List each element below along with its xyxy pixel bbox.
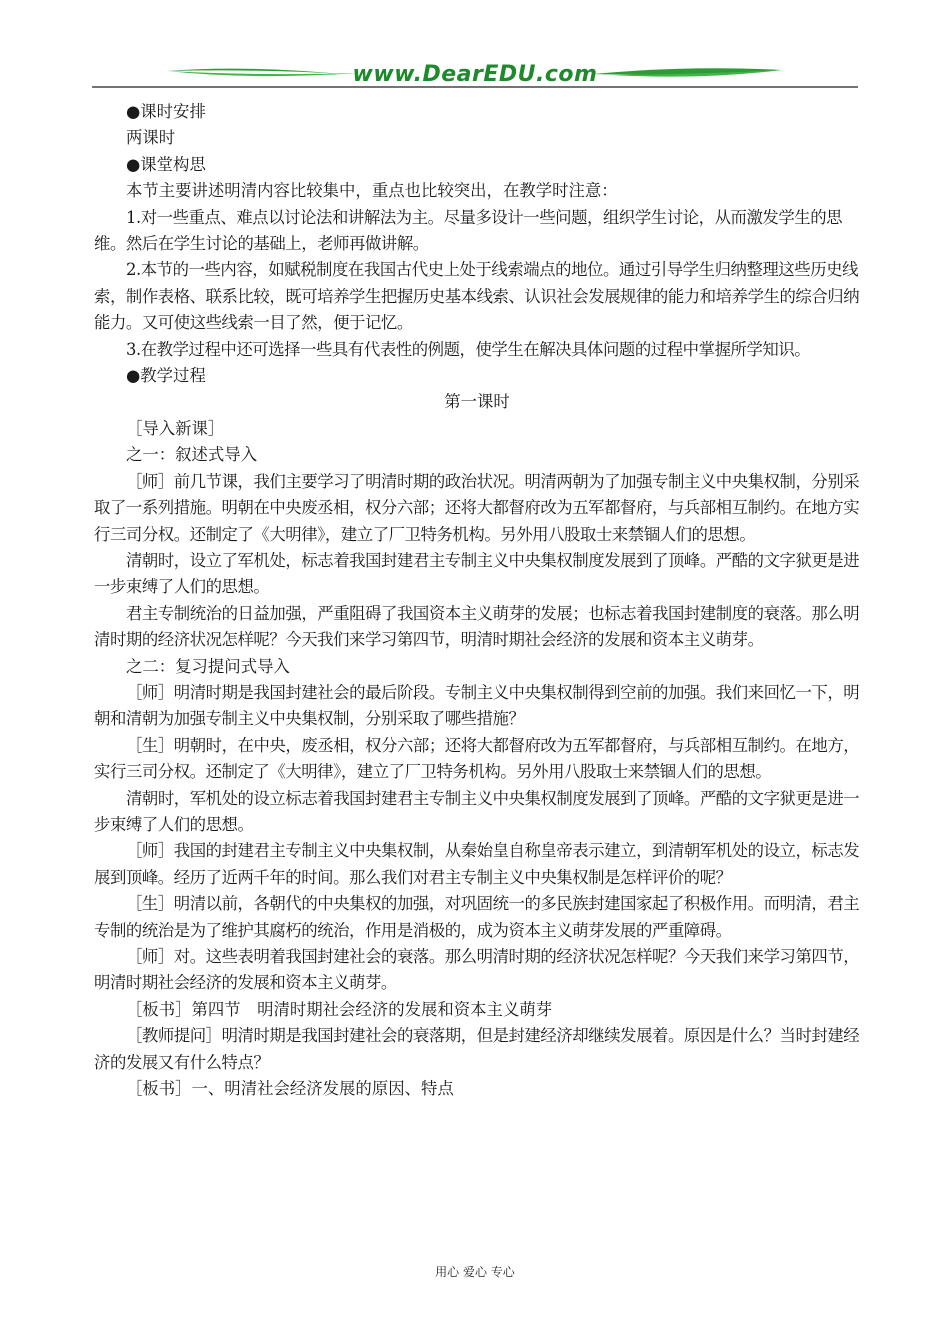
paragraph: ［师］明清时期是我国封建社会的最后阶段。专制主义中央集权制得到空前的加强。我们来回忆一下，明朝和清朝为加强专制主义中央集权制，分别采取了哪些措施？ — [94, 682, 860, 729]
paragraph: 2.本节的一些内容，如赋税制度在我国古代史上处于线索端点的地位。通过引导学生归纳整理这些历史线索，制作表格、联系比较，既可培养学生把握历史基本线索、认识社会发展规律的能力和培养学生的综合归纳能力。又可使这些线索一目了然，便于记忆。 — [94, 260, 860, 333]
site-logo[interactable]: www.DearEDU.com — [352, 62, 598, 87]
page-header — [92, 56, 858, 96]
paragraph: ［生］明朝时，在中央，废丞相，权分六部；还将大都督府改为五军都督府，与兵部相互制约。在地方，实行三司分权。还制定了《大明律》，建立了厂卫特务机构。另外用八股取士来禁锢人们的思想。 — [94, 735, 860, 782]
document-body — [94, 99, 860, 1102]
paragraph: 本节主要讲述明清内容比较集中，重点也比较突出，在教学时注意： — [125, 181, 618, 201]
paragraph: ［师］对。这些表明着我国封建社会的衰落。那么明清时期的经济状况怎样呢？今天我们来学习第四节，明清时期社会经济的发展和资本主义萌芽。 — [94, 947, 860, 993]
heading-schedule: ●课时安排 — [125, 102, 206, 121]
paragraph: ［板书］第四节 明清时期社会经济的发展和资本主义萌芽 — [125, 999, 553, 1019]
subheading: 之二：复习提问式导入 — [125, 656, 290, 676]
subheading: ［导入新课］ — [125, 418, 225, 438]
heading-design: ●课堂构思 — [125, 154, 206, 174]
paragraph: 两课时 — [125, 128, 176, 148]
paragraph: 君主专制统治的日益加强，严重阻碍了我国资本主义萌芽的发展；也标志着我国封建制度的衰落。那么明清时期的经济状况怎样呢？今天我们来学习第四节，明清时期社会经济的发展和资本主义萌芽。 — [94, 603, 860, 650]
paragraph: ［师］前几节课，我们主要学习了明清时期的政治状况。明清两朝为了加强专制主义中央集权制，分别采取了一系列措施。明朝在中央废丞相，权分六部；还将大都督府改为五军都督府，与兵部相互制约。在地方实行三司分权。还制定了《大明律》，建立了厂卫特务机构。另外用八股取士来禁锢人们的思想。 — [94, 471, 860, 544]
subheading: 之一：叙述式导入 — [125, 445, 258, 465]
section-title: 第一课时 — [444, 392, 510, 412]
page-footer: 用心 爱心 专心 — [435, 1265, 515, 1279]
heading-process: ●教学过程 — [125, 366, 206, 386]
paragraph: ［师］我国的封建君主专制主义中央集权制，从秦始皇自称皇帝表示建立，到清朝军机处的设立，标志发展到顶峰。经历了近两千年的时间。那么我们对君主专制主义中央集权制是怎样评价的呢？ — [94, 841, 860, 887]
paragraph: 清朝时，设立了军机处，标志着我国封建君主专制主义中央集权制度发展到了顶峰。严酷的文字狱更是进一步束缚了人们的思想。 — [94, 550, 860, 597]
paragraph: 3.在教学过程中还可选择一些具有代表性的例题，使学生在解决具体问题的过程中掌握所学知识。 — [125, 339, 811, 359]
paragraph: 1.对一些重点、难点以讨论法和讲解法为主。尽量多设计一些问题，组织学生讨论，从而激发学生的思维。然后在学生讨论的基础上，老师再做讲解。 — [94, 207, 843, 254]
paragraph: ［板书］一、明清社会经济发展的原因、特点 — [125, 1079, 454, 1099]
paragraph: ［教师提问］明清时期是我国封建社会的衰落期，但是封建经济却继续发展着。原因是什么？当时封建经济的发展又有什么特点？ — [94, 1026, 860, 1072]
paragraph: 清朝时，军机处的设立标志着我国封建君主专制主义中央集权制度发展到了顶峰。严酷的文字狱更是进一步束缚了人们的思想。 — [94, 788, 860, 834]
paragraph: ［生］明清以前，各朝代的中央集权的加强，对巩固统一的多民族封建国家起了积极作用。而明清，君主专制的统治是为了维护其腐朽的统治，作用是消极的，成为资本主义萌芽发展的严重障碍。 — [94, 894, 860, 940]
